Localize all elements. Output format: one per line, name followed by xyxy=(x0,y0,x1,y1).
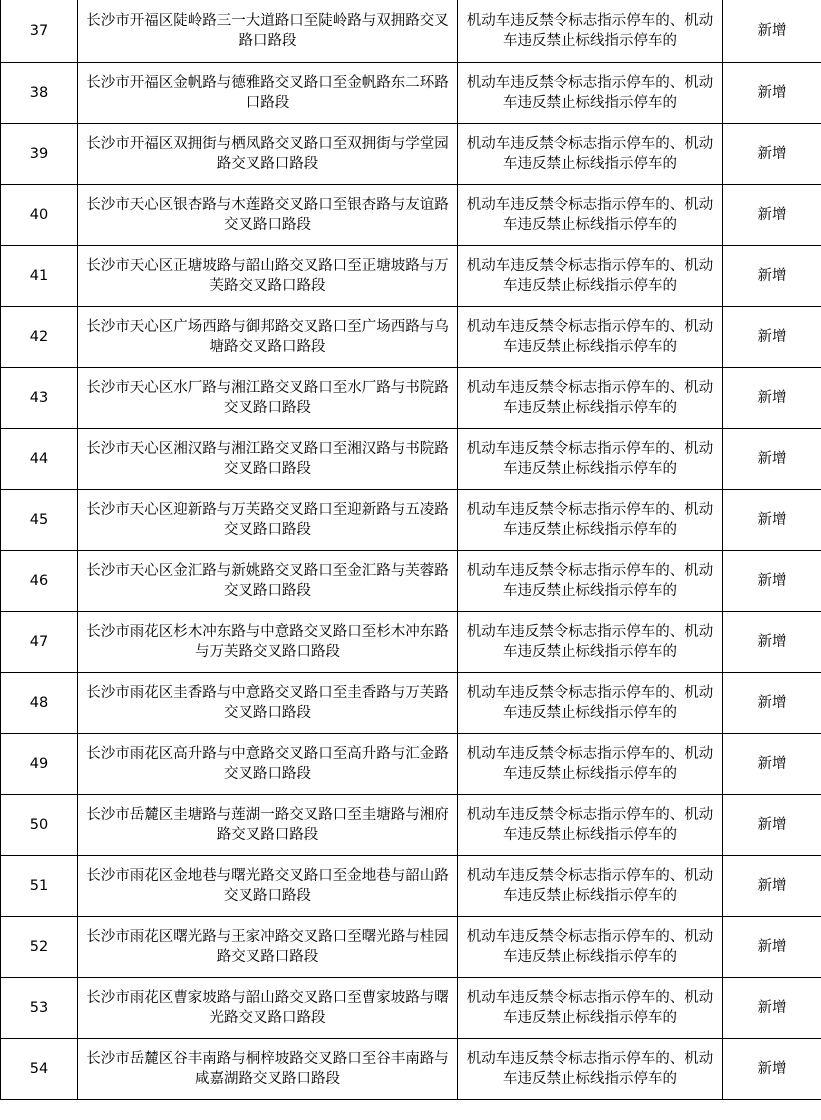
row-number: 49 xyxy=(29,755,49,772)
violation-type: 机动车违反禁令标志指示停车的、机动车违反禁止标线指示停车的 xyxy=(466,745,714,782)
status-label-cell xyxy=(723,977,821,1038)
road-section-location-cell xyxy=(78,306,458,367)
road-section-location-cell xyxy=(78,184,458,245)
row-number-cell xyxy=(1,794,78,855)
road-section-location: 长沙市雨花区圭香路与中意路交叉路口至圭香路与万芙路交叉路口路段 xyxy=(86,684,449,721)
road-section-location-cell xyxy=(78,123,458,184)
road-section-location-cell xyxy=(78,977,458,1038)
table-row xyxy=(1,611,821,672)
row-number: 43 xyxy=(29,389,49,406)
road-section-location-cell xyxy=(78,1038,458,1099)
road-section-location: 长沙市岳麓区谷丰南路与桐梓坡路交叉路口至谷丰南路与咸嘉湖路交叉路口路段 xyxy=(86,1050,449,1087)
violation-type: 机动车违反禁令标志指示停车的、机动车违反禁止标线指示停车的 xyxy=(466,623,714,660)
status-label-cell xyxy=(723,489,821,550)
road-section-location: 长沙市天心区广场西路与御邦路交叉路口至广场西路与乌塘路交叉路口路段 xyxy=(86,318,449,355)
status-label-cell xyxy=(723,733,821,794)
status-label-cell xyxy=(723,672,821,733)
violation-type: 机动车违反禁令标志指示停车的、机动车违反禁止标线指示停车的 xyxy=(466,12,714,49)
road-section-location: 长沙市雨花区金地巷与曙光路交叉路口至金地巷与韶山路交叉路口路段 xyxy=(86,867,449,904)
status-label-cell xyxy=(723,855,821,916)
status-label: 新增 xyxy=(757,22,787,39)
status-label: 新增 xyxy=(757,389,787,406)
road-section-location: 长沙市开福区陡岭路三一大道路口至陡岭路与双拥路交叉路口路段 xyxy=(86,12,449,49)
status-label-cell xyxy=(723,184,821,245)
table-row xyxy=(1,123,821,184)
road-section-location: 长沙市开福区双拥街与栖凤路交叉路口至双拥街与学堂园路交叉路口路段 xyxy=(86,135,449,172)
violation-type-cell xyxy=(458,245,723,306)
road-section-location-cell xyxy=(78,794,458,855)
road-section-location-cell xyxy=(78,245,458,306)
violation-type: 机动车违反禁令标志指示停车的、机动车违反禁止标线指示停车的 xyxy=(466,440,714,477)
row-number-cell xyxy=(1,428,78,489)
row-number: 39 xyxy=(29,145,49,162)
table-row xyxy=(1,428,821,489)
violation-type-cell xyxy=(458,855,723,916)
row-number-cell xyxy=(1,0,78,62)
road-section-location: 长沙市天心区水厂路与湘江路交叉路口至水厂路与书院路交叉路口路段 xyxy=(86,379,449,416)
violation-type: 机动车违反禁令标志指示停车的、机动车违反禁止标线指示停车的 xyxy=(466,501,714,538)
violation-type: 机动车违反禁令标志指示停车的、机动车违反禁止标线指示停车的 xyxy=(466,928,714,965)
violation-type-cell xyxy=(458,672,723,733)
row-number-cell xyxy=(1,62,78,123)
row-number-cell xyxy=(1,611,78,672)
status-label-cell xyxy=(723,550,821,611)
road-section-location-cell xyxy=(78,733,458,794)
status-label: 新增 xyxy=(757,145,787,162)
road-section-location: 长沙市雨花区高升路与中意路交叉路口至高升路与汇金路交叉路口路段 xyxy=(86,745,449,782)
table-body xyxy=(1,0,821,1099)
status-label: 新增 xyxy=(757,572,787,589)
status-label-cell xyxy=(723,794,821,855)
status-label: 新增 xyxy=(757,816,787,833)
road-section-location: 长沙市雨花区曹家坡路与韶山路交叉路口至曹家坡路与曙光路交叉路口路段 xyxy=(86,989,449,1026)
violation-type: 机动车违反禁令标志指示停车的、机动车违反禁止标线指示停车的 xyxy=(466,562,714,599)
road-section-location-cell xyxy=(78,367,458,428)
row-number: 44 xyxy=(29,450,49,467)
table-row xyxy=(1,672,821,733)
violation-type-cell xyxy=(458,550,723,611)
road-section-location-cell xyxy=(78,916,458,977)
table-row xyxy=(1,550,821,611)
row-number-cell xyxy=(1,489,78,550)
row-number-cell xyxy=(1,672,78,733)
status-label-cell xyxy=(723,245,821,306)
status-label: 新增 xyxy=(757,511,787,528)
violation-type: 机动车违反禁令标志指示停车的、机动车违反禁止标线指示停车的 xyxy=(466,135,714,172)
table-row xyxy=(1,62,821,123)
status-label-cell xyxy=(723,0,821,62)
row-number: 40 xyxy=(29,206,49,223)
violation-type: 机动车违反禁令标志指示停车的、机动车违反禁止标线指示停车的 xyxy=(466,684,714,721)
row-number: 45 xyxy=(29,511,49,528)
row-number: 54 xyxy=(29,1060,49,1077)
row-number-cell xyxy=(1,184,78,245)
status-label: 新增 xyxy=(757,938,787,955)
road-section-location: 长沙市天心区金汇路与新姚路交叉路口至金汇路与芙蓉路交叉路口路段 xyxy=(86,562,449,599)
row-number-cell xyxy=(1,855,78,916)
status-label-cell xyxy=(723,123,821,184)
table-row xyxy=(1,733,821,794)
row-number: 42 xyxy=(29,328,49,345)
row-number: 38 xyxy=(29,84,49,101)
violation-type-cell xyxy=(458,1038,723,1099)
violation-type: 机动车违反禁令标志指示停车的、机动车违反禁止标线指示停车的 xyxy=(466,1050,714,1087)
row-number: 41 xyxy=(29,267,49,284)
row-number-cell xyxy=(1,550,78,611)
row-number-cell xyxy=(1,306,78,367)
violation-type-cell xyxy=(458,733,723,794)
status-label-cell xyxy=(723,916,821,977)
status-label: 新增 xyxy=(757,84,787,101)
table-row xyxy=(1,489,821,550)
road-section-location: 长沙市岳麓区圭塘路与莲湖一路交叉路口至圭塘路与湘府路交叉路口路段 xyxy=(86,806,449,843)
violation-type: 机动车违反禁令标志指示停车的、机动车违反禁止标线指示停车的 xyxy=(466,196,714,233)
status-label: 新增 xyxy=(757,694,787,711)
violation-type-cell xyxy=(458,794,723,855)
status-label: 新增 xyxy=(757,755,787,772)
violation-type-cell xyxy=(458,184,723,245)
table-row xyxy=(1,977,821,1038)
status-label-cell xyxy=(723,1038,821,1099)
road-section-location: 长沙市天心区湘汉路与湘江路交叉路口至湘汉路与书院路交叉路口路段 xyxy=(86,440,449,477)
road-section-location-cell xyxy=(78,489,458,550)
road-section-location-cell xyxy=(78,611,458,672)
violation-type: 机动车违反禁令标志指示停车的、机动车违反禁止标线指示停车的 xyxy=(466,318,714,355)
road-section-location-cell xyxy=(78,0,458,62)
row-number: 37 xyxy=(29,22,49,39)
row-number-cell xyxy=(1,916,78,977)
road-section-location-cell xyxy=(78,62,458,123)
row-number-cell xyxy=(1,367,78,428)
row-number: 50 xyxy=(29,816,49,833)
violation-type: 机动车违反禁令标志指示停车的、机动车违反禁止标线指示停车的 xyxy=(466,867,714,904)
status-label-cell xyxy=(723,367,821,428)
road-section-location: 长沙市天心区迎新路与万芙路交叉路口至迎新路与五凌路交叉路口路段 xyxy=(86,501,449,538)
row-number-cell xyxy=(1,733,78,794)
table-row xyxy=(1,306,821,367)
status-label: 新增 xyxy=(757,877,787,894)
row-number-cell xyxy=(1,1038,78,1099)
row-number: 52 xyxy=(29,938,49,955)
table-row xyxy=(1,916,821,977)
status-label: 新增 xyxy=(757,450,787,467)
violation-type-cell xyxy=(458,611,723,672)
violation-type: 机动车违反禁令标志指示停车的、机动车违反禁止标线指示停车的 xyxy=(466,989,714,1026)
violation-type-cell xyxy=(458,428,723,489)
status-label-cell xyxy=(723,428,821,489)
violation-type-cell xyxy=(458,0,723,62)
table-row xyxy=(1,855,821,916)
violation-type: 机动车违反禁令标志指示停车的、机动车违反禁止标线指示停车的 xyxy=(466,74,714,111)
violation-type: 机动车违反禁令标志指示停车的、机动车违反禁止标线指示停车的 xyxy=(466,379,714,416)
row-number: 46 xyxy=(29,572,49,589)
status-label: 新增 xyxy=(757,1060,787,1077)
table-row xyxy=(1,367,821,428)
status-label: 新增 xyxy=(757,206,787,223)
status-label-cell xyxy=(723,306,821,367)
violation-type-cell xyxy=(458,977,723,1038)
status-label-cell xyxy=(723,611,821,672)
road-section-location: 长沙市天心区银杏路与木莲路交叉路口至银杏路与友谊路交叉路口路段 xyxy=(86,196,449,233)
road-section-location: 长沙市天心区正塘坡路与韶山路交叉路口至正塘坡路与万芙路交叉路口路段 xyxy=(86,257,449,294)
status-label: 新增 xyxy=(757,267,787,284)
row-number: 51 xyxy=(29,877,49,894)
road-section-location-cell xyxy=(78,428,458,489)
road-section-location: 长沙市开福区金帆路与德雅路交叉路口至金帆路东二环路口路段 xyxy=(86,74,449,111)
violation-type-cell xyxy=(458,123,723,184)
violation-type-cell xyxy=(458,489,723,550)
road-section-location: 长沙市雨花区杉木冲东路与中意路交叉路口至杉木冲东路与万芙路交叉路口路段 xyxy=(86,623,449,660)
violation-type-cell xyxy=(458,306,723,367)
violation-type-cell xyxy=(458,916,723,977)
table-row xyxy=(1,794,821,855)
violation-type-cell xyxy=(458,367,723,428)
violation-type-cell xyxy=(458,62,723,123)
row-number: 47 xyxy=(29,633,49,650)
table-row xyxy=(1,0,821,62)
row-number-cell xyxy=(1,123,78,184)
violation-type: 机动车违反禁令标志指示停车的、机动车违反禁止标线指示停车的 xyxy=(466,257,714,294)
status-label: 新增 xyxy=(757,328,787,345)
table-row xyxy=(1,184,821,245)
row-number: 53 xyxy=(29,999,49,1016)
status-label-cell xyxy=(723,62,821,123)
road-section-location: 长沙市雨花区曙光路与王家冲路交叉路口至曙光路与桂园路交叉路口路段 xyxy=(86,928,449,965)
road-section-location-cell xyxy=(78,672,458,733)
road-section-location-cell xyxy=(78,855,458,916)
status-label: 新增 xyxy=(757,999,787,1016)
row-number: 48 xyxy=(29,694,49,711)
table-row xyxy=(1,245,821,306)
road-section-location-cell xyxy=(78,550,458,611)
row-number-cell xyxy=(1,245,78,306)
table-row xyxy=(1,1038,821,1099)
row-number-cell xyxy=(1,977,78,1038)
violation-type: 机动车违反禁令标志指示停车的、机动车违反禁止标线指示停车的 xyxy=(466,806,714,843)
status-label: 新增 xyxy=(757,633,787,650)
